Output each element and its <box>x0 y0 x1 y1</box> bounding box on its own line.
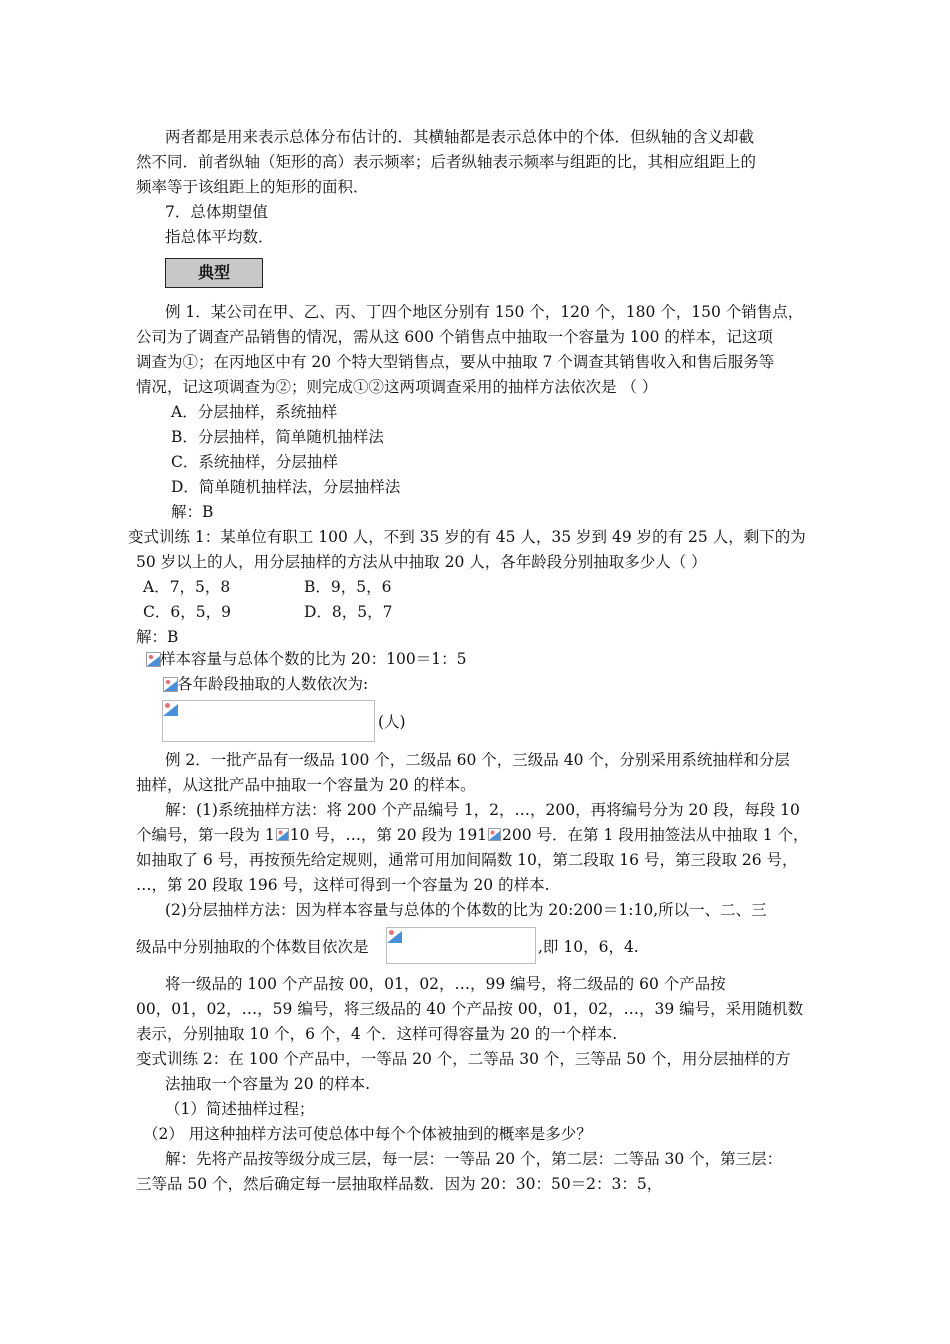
option-b: B．分层抽样，简单随机抽样法 <box>171 428 384 446</box>
exercise1-option-d: D．8，5，7 <box>304 603 393 621</box>
paragraph-line: 指总体平均数． <box>165 228 274 246</box>
broken-image-icon <box>146 652 161 667</box>
solution1-line <box>136 824 809 846</box>
exercise1-step2: 各年龄段抽取的人数依次为: <box>177 675 369 693</box>
example1-answer: 解：B <box>171 503 214 521</box>
broken-image-icon <box>276 828 289 841</box>
exercise2-question2: （2） 用这种抽样方法可使总体中每个个体被抽到的概率是多少？ <box>143 1125 592 1143</box>
solution2-line: 将一级品的 100 个产品按 00，01，02，…，99 编号，将二级品的 60 个产品按 <box>165 975 726 993</box>
option-c: C．系统抽样，分层抽样 <box>171 453 338 471</box>
example1-line: 例 1．某公司在甲、乙、丙、丁四个地区分别有 150 个，120 个，180 个，150 个销售点， <box>165 303 804 321</box>
example1-line: 情况，记这项调查为②；则完成①②这两项调查采用的抽样方法依次是 （ ） <box>136 378 658 396</box>
example1-line: 调查为①；在丙地区中有 20 个特大型销售点，要从中抽取 7 个调查其销售收入和售后服务等 <box>136 353 775 371</box>
heading-expectation: 7．总体期望值 <box>165 203 268 221</box>
option-a: A．分层抽样，系统抽样 <box>171 403 338 421</box>
exercise1-line: 50 岁以上的人，用分层抽样的方法从中抽取 20 人，各年龄段分别抽取多少人（ ） <box>136 553 707 571</box>
example2-line: 例 2．一批产品有一级品 100 个，二级品 60 个，三级品 40 个，分别采用系统抽样和分层 <box>165 751 790 769</box>
exercise1-answer: 解：B <box>136 628 179 646</box>
exercise2-solution-line: 三等品 50 个，然后确定每一层抽取样品数．因为 20：30：50＝2：3：5， <box>136 1175 663 1193</box>
formula-image-frame <box>386 927 536 964</box>
exercise1-line: 变式训练 1：某单位有职工 100 人，不到 35 岁的有 45 人，35 岁到 49 岁的有 25 人，剩下的为 <box>128 528 806 546</box>
exercise2-line: 变式训练 2：在 100 个产品中，一等品 20 个，二等品 30 个，三等品 50 个，用分层抽样的方 <box>136 1050 791 1068</box>
example2-line: 抽样，从这批产品中抽取一个容量为 20 的样本。 <box>136 776 476 794</box>
exercise2-question1: （1）简述抽样过程； <box>165 1100 315 1118</box>
solution1-line: …，第 20 段取 196 号，这样可得到一个容量为 20 的样本. <box>136 876 550 894</box>
solution1-text: 个编号，第一段为 1 <box>136 826 275 844</box>
solution1-text: 200 号．在第 1 段用抽签法从中抽取 1 个， <box>502 826 809 844</box>
solution2-line: ,即 10，6，4. <box>538 938 639 956</box>
solution1-line: 解：(1)系统抽样方法：将 200 个产品编号 1，2，…，200，再将编号分为 20 段，每段 10 <box>165 801 800 819</box>
unit-label: (人) <box>378 713 406 731</box>
solution1-text: 10 号，…，第 20 段为 191 <box>289 826 488 844</box>
exercise1-option-c: C．6，5，9 <box>143 603 231 621</box>
example1-line: 公司为了调查产品销售的情况，需从这 600 个销售点中抽取一个容量为 100 的样本，记这项 <box>136 328 773 346</box>
option-d: D．简单随机抽样法，分层抽样法 <box>171 478 401 496</box>
broken-image-icon <box>488 828 501 841</box>
broken-image-icon <box>387 928 402 943</box>
paragraph-line: 两者都是用来表示总体分布估计的．其横轴都是表示总体中的个体．但纵轴的含义却截 <box>165 128 755 146</box>
solution2-line: (2)分层抽样方法：因为样本容量与总体的个体数的比为 20:200＝1:10,所以一、二、三 <box>165 901 767 919</box>
formula-image-frame <box>162 700 375 742</box>
paragraph-line: 频率等于该组距上的矩形的面积． <box>136 178 369 196</box>
exercise2-line: 法抽取一个容量为 20 的样本. <box>165 1075 371 1093</box>
exercise1-step1: 样本容量与总体个数的比为 20：100＝1：5 <box>160 650 467 668</box>
paragraph-line: 然不同．前者纵轴（矩形的高）表示频率；后者纵轴表示频率与组距的比，其相应组距上的 <box>136 153 757 171</box>
broken-image-icon <box>163 677 178 692</box>
solution2-line: 表示，分别抽取 10 个，6 个，4 个．这样可得容量为 20 的一个样本. <box>136 1025 618 1043</box>
exercise1-option-b: B．9，5，6 <box>304 578 392 596</box>
solution2-line: 级品中分别抽取的个体数目依次是 <box>136 938 369 956</box>
solution2-line: 00，01，02，…，59 编号，将三级品的 40 个产品按 00，01，02，…，39 编号，采用随机数 <box>136 1000 804 1018</box>
broken-image-icon <box>163 701 178 716</box>
exercise2-solution-line: 解：先将产品按等级分成三层，每一层：一等品 20 个，第二层：二等品 30 个，第三层： <box>165 1150 783 1168</box>
section-title-box: 典型 <box>165 258 263 288</box>
solution1-line: 如抽取了 6 号，再按预先给定规则，通常可用加间隔数 10，第二段取 16 号，第三段取 26 号， <box>136 851 798 869</box>
exercise1-option-a: A．7，5，8 <box>143 578 231 596</box>
